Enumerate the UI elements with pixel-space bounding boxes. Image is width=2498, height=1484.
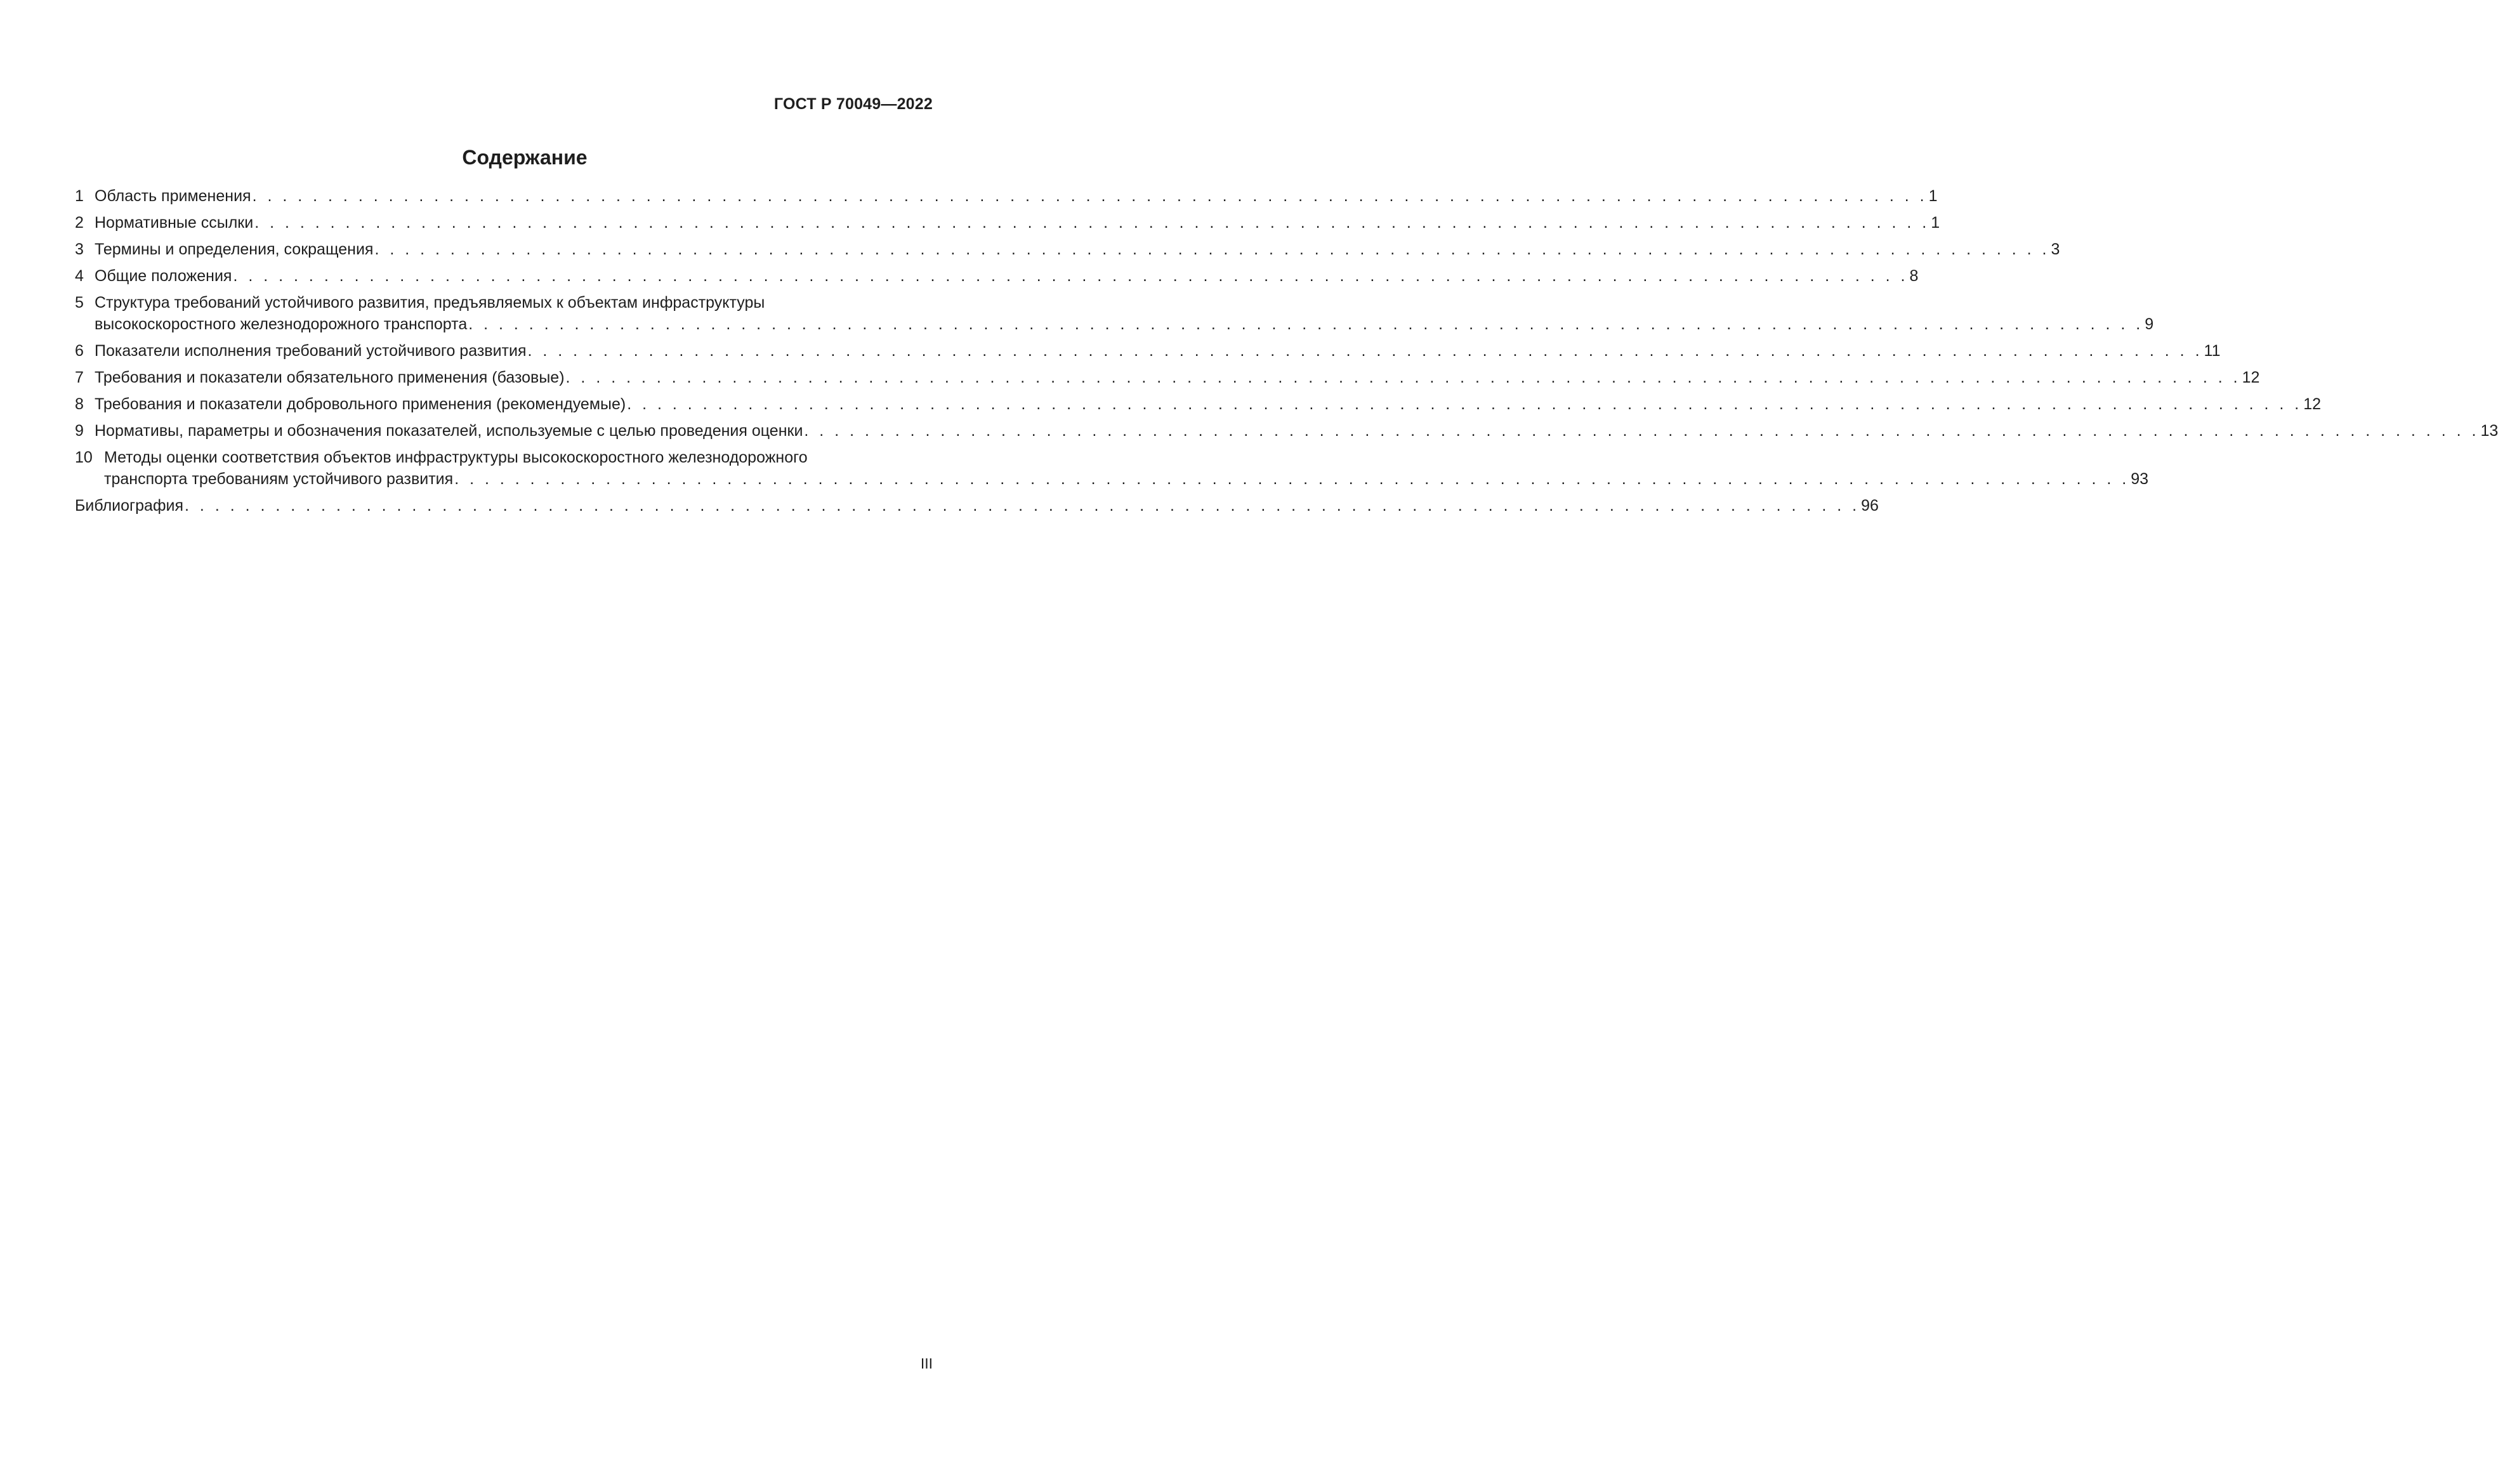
- toc-item-title: Показатели исполнения требований устойчивого развития: [95, 342, 527, 360]
- toc-item[interactable]: [75, 420, 2498, 442]
- toc-item[interactable]: [75, 265, 1919, 287]
- toc-item-page: 96: [1861, 497, 1879, 515]
- toc-leader-dots: . . . . . . . . . . . . . . . . . . . . . . . . . . . . . . . . . . . . . . . . . . . . . . . . . . . . . . . . . . . . . . . . . . . . . . . . . . . . . . . . . . . . . . . . . . . . . . . . . . . . . . . . . . . . . . .: [527, 342, 2203, 360]
- toc-item[interactable]: [75, 185, 1938, 207]
- toc-item-title-line1: Методы оценки соответствия объектов инфраструктуры высокоскоростного железнодорожного: [104, 449, 808, 466]
- toc-item-number: 7: [75, 369, 84, 386]
- toc-item-page: 93: [2131, 470, 2149, 488]
- toc-item[interactable]: [75, 212, 1940, 233]
- toc-item-number: 8: [75, 395, 84, 413]
- toc-item-page: 8: [1909, 267, 1919, 285]
- toc-item-title: Требования и показатели добровольного применения (рекомендуемые): [95, 395, 626, 413]
- toc-item-number: 2: [75, 214, 84, 232]
- toc-leader-dots: . . . . . . . . . . . . . . . . . . . . . . . . . . . . . . . . . . . . . . . . . . . . . . . . . . . . . . . . . . . . . . . . . . . . . . . . . . . . . . . . . . . . . . . . . . . . . . . . . . . . . . . . . . . . . . .: [565, 369, 2241, 386]
- toc-item-page: 1: [1928, 187, 1938, 205]
- toc-item-title: Термины и определения, сокращения: [95, 240, 374, 258]
- toc-item-title-line1: Структура требований устойчивого развития, предъявляемых к объектам инфраструктуры: [95, 294, 765, 312]
- toc-item-number: 1: [75, 187, 84, 205]
- toc-item-title: транспорта требованиям устойчивого развития: [104, 470, 454, 488]
- toc-item-number: 3: [75, 240, 84, 258]
- toc-item[interactable]: [75, 447, 2149, 490]
- toc-leader-dots: . . . . . . . . . . . . . . . . . . . . . . . . . . . . . . . . . . . . . . . . . . . . . . . . . . . . . . . . . . . . . . . . . . . . . . . . . . . . . . . . . . . . . . . . . . . . . . . . . . . . . . . . . . . . . . .: [804, 422, 2480, 440]
- toc-item[interactable]: [75, 367, 2260, 388]
- toc-item-page: 12: [2303, 395, 2322, 413]
- toc-item-title: Общие положения: [95, 267, 232, 285]
- toc-item-number: 10: [75, 449, 93, 466]
- table-of-contents: [75, 185, 2498, 522]
- toc-item-page: 12: [2242, 369, 2260, 386]
- toc-item[interactable]: [75, 239, 2060, 260]
- toc-item-bibliography[interactable]: [75, 495, 1879, 516]
- toc-item[interactable]: [75, 340, 2221, 362]
- toc-leader-dots: . . . . . . . . . . . . . . . . . . . . . . . . . . . . . . . . . . . . . . . . . . . . . . . . . . . . . . . . . . . . . . . . . . . . . . . . . . . . . . . . . . . . . . . . . . . . . . . . . . . . . . . . . . . . . . .: [254, 214, 1930, 232]
- toc-item-number: 4: [75, 267, 84, 285]
- toc-item-title: Требования и показатели обязательного применения (базовые): [95, 369, 565, 386]
- toc-leader-dots: . . . . . . . . . . . . . . . . . . . . . . . . . . . . . . . . . . . . . . . . . . . . . . . . . . . . . . . . . . . . . . . . . . . . . . . . . . . . . . . . . . . . . . . . . . . . . . . . . . . . . . . . . . . . . . .: [468, 315, 2144, 333]
- toc-item-title: Нормативные ссылки: [95, 214, 254, 232]
- page-number: III: [920, 1355, 933, 1372]
- toc-item[interactable]: [75, 393, 2322, 415]
- toc-item-title: Библиография: [75, 497, 184, 515]
- toc-item-number: 9: [75, 422, 84, 440]
- toc-item-number: 6: [75, 342, 84, 360]
- toc-item-title: Область применения: [95, 187, 251, 205]
- toc-item-page: 9: [2145, 315, 2154, 333]
- toc-item-page: 11: [2204, 342, 2221, 360]
- toc-item-title: Нормативы, параметры и обозначения показателей, используемые с целью проведения оценки: [95, 422, 803, 440]
- toc-item-page: 13: [2480, 422, 2498, 440]
- toc-leader-dots: . . . . . . . . . . . . . . . . . . . . . . . . . . . . . . . . . . . . . . . . . . . . . . . . . . . . . . . . . . . . . . . . . . . . . . . . . . . . . . . . . . . . . . . . . . . . . . . . . . . . . . . . . . . . . . .: [627, 395, 2303, 413]
- toc-leader-dots: . . . . . . . . . . . . . . . . . . . . . . . . . . . . . . . . . . . . . . . . . . . . . . . . . . . . . . . . . . . . . . . . . . . . . . . . . . . . . . . . . . . . . . . . . . . . . . . . . . . . . . . . . . . . . . .: [374, 240, 2050, 258]
- toc-leader-dots: . . . . . . . . . . . . . . . . . . . . . . . . . . . . . . . . . . . . . . . . . . . . . . . . . . . . . . . . . . . . . . . . . . . . . . . . . . . . . . . . . . . . . . . . . . . . . . . . . . . . . . . . . . . . . . .: [252, 187, 1928, 205]
- toc-leader-dots: . . . . . . . . . . . . . . . . . . . . . . . . . . . . . . . . . . . . . . . . . . . . . . . . . . . . . . . . . . . . . . . . . . . . . . . . . . . . . . . . . . . . . . . . . . . . . . . . . . . . . . . . . . . . . . .: [185, 497, 1860, 515]
- toc-title: Содержание: [462, 146, 588, 169]
- toc-item-page: 1: [1931, 214, 1940, 232]
- toc-item-page: 3: [2051, 240, 2060, 258]
- toc-item-title: высокоскоростного железнодорожного транспорта: [95, 315, 468, 333]
- document-code: ГОСТ Р 70049—2022: [773, 95, 933, 113]
- toc-leader-dots: . . . . . . . . . . . . . . . . . . . . . . . . . . . . . . . . . . . . . . . . . . . . . . . . . . . . . . . . . . . . . . . . . . . . . . . . . . . . . . . . . . . . . . . . . . . . . . . . . . . . . . . . . . . . . . .: [454, 470, 2130, 488]
- toc-leader-dots: . . . . . . . . . . . . . . . . . . . . . . . . . . . . . . . . . . . . . . . . . . . . . . . . . . . . . . . . . . . . . . . . . . . . . . . . . . . . . . . . . . . . . . . . . . . . . . . . . . . . . . . . . . . . . . .: [233, 267, 1909, 285]
- toc-item-number: 5: [75, 294, 84, 312]
- toc-item[interactable]: [75, 292, 2154, 335]
